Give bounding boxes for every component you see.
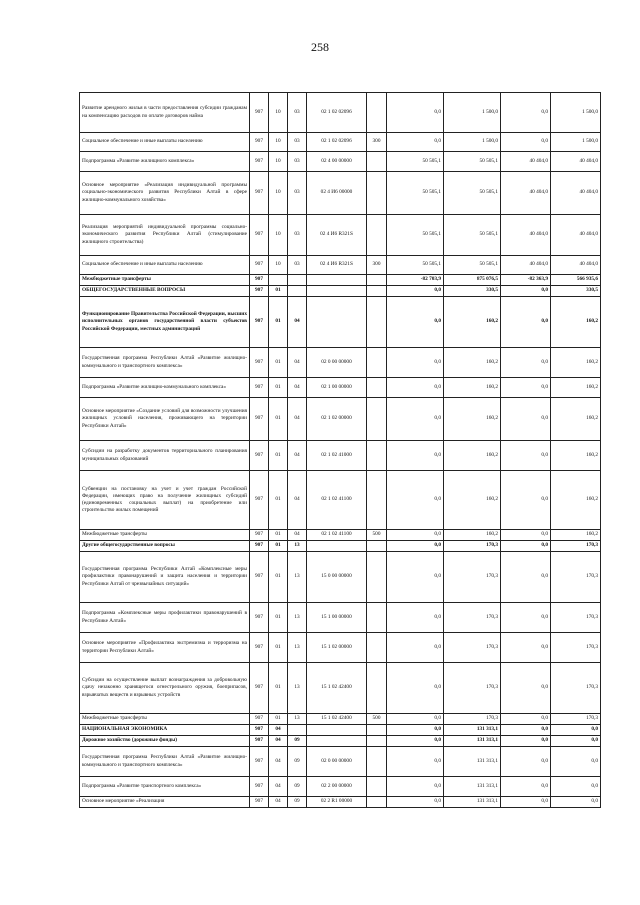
target-article-cell <box>307 541 367 552</box>
amount-cell: 0,0 <box>551 736 601 747</box>
target-article-cell <box>307 297 367 348</box>
amount-cell: 170,3 <box>444 714 501 725</box>
amount-cell: 170,3 <box>551 603 601 633</box>
amount-cell: 170,3 <box>551 663 601 714</box>
table-row <box>80 736 601 747</box>
amount-cell: 160,2 <box>444 441 501 471</box>
table-row <box>80 714 601 725</box>
amount-cell: 0,0 <box>551 725 601 736</box>
amount-cell: 0,0 <box>501 633 551 663</box>
amount-cell: 0,0 <box>387 286 444 297</box>
grbs-cell: 907 <box>250 275 269 286</box>
amount-cell: 170,3 <box>444 663 501 714</box>
row-name-cell: Реализация мероприятий индивидуальной программы социально-экономического развития Республики Алтай (стимулирование жилищного строительства) <box>80 215 250 256</box>
row-name-cell: Субсидии на осуществление выплат вознаграждения за добровольную сдачу незаконно хранящегося огнестрельного оружия, боеприпасов, взрывчатых веществ и взрывных устройств <box>80 663 250 714</box>
amount-cell: 160,2 <box>444 348 501 378</box>
subsection-cell: 03 <box>288 215 307 256</box>
expense-type-cell <box>367 541 387 552</box>
section-cell: 01 <box>269 286 288 297</box>
subsection-cell: 03 <box>288 93 307 133</box>
amount-cell: 160,2 <box>551 471 601 530</box>
section-cell: 10 <box>269 215 288 256</box>
subsection-cell: 04 <box>288 378 307 398</box>
target-article-cell <box>307 725 367 736</box>
expense-type-cell <box>367 93 387 133</box>
grbs-cell: 907 <box>250 797 269 808</box>
amount-cell: 160,2 <box>551 378 601 398</box>
table-row <box>80 633 601 663</box>
section-cell: 10 <box>269 256 288 275</box>
amount-cell: 50 505,1 <box>444 256 501 275</box>
section-cell: 04 <box>269 725 288 736</box>
row-name-cell: Подпрограмма «Развитие транспортного комплекса» <box>80 777 250 797</box>
amount-cell: 1 500,0 <box>444 133 501 152</box>
subsection-cell: 13 <box>288 714 307 725</box>
target-article-cell: 02 1 02 02096 <box>307 93 367 133</box>
amount-cell: 40 404,0 <box>551 152 601 172</box>
table-row <box>80 471 601 530</box>
row-name-cell: Другие общегосударственные вопросы <box>80 541 250 552</box>
subsection-cell: 03 <box>288 133 307 152</box>
grbs-cell: 907 <box>250 256 269 275</box>
row-name-cell: Межбюджетные трансферты <box>80 530 250 541</box>
row-name-cell: Основное мероприятие «Профилактика экстремизма и терроризма на территории Республики Алтай» <box>80 633 250 663</box>
amount-cell: 131 313,1 <box>444 725 501 736</box>
table-row <box>80 378 601 398</box>
section-cell: 04 <box>269 747 288 777</box>
budget-table <box>79 92 601 808</box>
row-name-cell: Государственная программа Республики Алтай «Развитие жилищно-коммунального и транспортного комплекса» <box>80 747 250 777</box>
grbs-cell: 907 <box>250 736 269 747</box>
subsection-cell: 03 <box>288 152 307 172</box>
grbs-cell: 907 <box>250 398 269 441</box>
row-name-cell: Дорожное хозяйство (дорожные фонды) <box>80 736 250 747</box>
target-article-cell: 02 4 00 00000 <box>307 152 367 172</box>
section-cell: 10 <box>269 172 288 215</box>
section-cell: 01 <box>269 378 288 398</box>
grbs-cell: 907 <box>250 633 269 663</box>
expense-type-cell <box>367 152 387 172</box>
expense-type-cell: 300 <box>367 256 387 275</box>
amount-cell: -82 703,9 <box>387 275 444 286</box>
grbs-cell: 907 <box>250 714 269 725</box>
amount-cell: 0,0 <box>501 93 551 133</box>
table-row <box>80 275 601 286</box>
amount-cell: 0,0 <box>501 736 551 747</box>
expense-type-cell <box>367 275 387 286</box>
subsection-cell: 04 <box>288 398 307 441</box>
grbs-cell: 907 <box>250 471 269 530</box>
section-cell: 01 <box>269 441 288 471</box>
grbs-cell: 907 <box>250 348 269 378</box>
row-name-cell: Государственная программа Республики Алтай «Комплексные меры профилактики правонарушений и защита населения и территории Республики Алтай от чрезвычайных ситуаций» <box>80 552 250 603</box>
table-row <box>80 297 601 348</box>
row-name-cell: Основное мероприятие «Создание условий для возможности улучшения жилищных условий населения, проживающего на территории Республики Алтай» <box>80 398 250 441</box>
amount-cell: 50 505,1 <box>444 152 501 172</box>
grbs-cell: 907 <box>250 663 269 714</box>
amount-cell: 160,2 <box>551 530 601 541</box>
expense-type-cell <box>367 736 387 747</box>
table-row <box>80 797 601 808</box>
amount-cell: 131 313,1 <box>444 747 501 777</box>
subsection-cell: 04 <box>288 441 307 471</box>
amount-cell: 160,2 <box>551 398 601 441</box>
row-name-cell: Функционирование Правительства Российской Федерации, высших исполнительных органов государственной власти субъектов Российской Федерации, местных администраций <box>80 297 250 348</box>
expense-type-cell: 500 <box>367 714 387 725</box>
amount-cell: 0,0 <box>501 441 551 471</box>
amount-cell: 0,0 <box>501 297 551 348</box>
amount-cell: 0,0 <box>551 797 601 808</box>
expense-type-cell <box>367 286 387 297</box>
row-name-cell: НАЦИОНАЛЬНАЯ ЭКОНОМИКА <box>80 725 250 736</box>
table-row <box>80 747 601 777</box>
expense-type-cell <box>367 215 387 256</box>
amount-cell: 160,2 <box>551 441 601 471</box>
target-article-cell: 02 4 И6 R321S <box>307 256 367 275</box>
amount-cell: 0,0 <box>387 736 444 747</box>
amount-cell: 330,5 <box>444 286 501 297</box>
amount-cell: 0,0 <box>387 797 444 808</box>
subsection-cell <box>288 286 307 297</box>
table-row <box>80 93 601 133</box>
expense-type-cell <box>367 552 387 603</box>
target-article-cell: 02 1 02 41100 <box>307 530 367 541</box>
table-row <box>80 286 601 297</box>
subsection-cell: 13 <box>288 541 307 552</box>
subsection-cell: 03 <box>288 256 307 275</box>
grbs-cell: 907 <box>250 777 269 797</box>
expense-type-cell <box>367 172 387 215</box>
subsection-cell: 13 <box>288 552 307 603</box>
expense-type-cell <box>367 378 387 398</box>
amount-cell: 0,0 <box>387 297 444 348</box>
amount-cell: 0,0 <box>501 603 551 633</box>
section-cell: 10 <box>269 93 288 133</box>
amount-cell: 0,0 <box>501 398 551 441</box>
amount-cell: 0,0 <box>387 441 444 471</box>
subsection-cell: 04 <box>288 471 307 530</box>
table-row <box>80 172 601 215</box>
row-name-cell: Субвенции на постановку на учет и учет граждан Российской Федерации, имеющих право на получение жилищных субсидий (единовременных социальных выплат) на приобретение или строительство жилых помещений <box>80 471 250 530</box>
section-cell: 01 <box>269 530 288 541</box>
target-article-cell: 02 0 00 00000 <box>307 348 367 378</box>
section-cell: 01 <box>269 297 288 348</box>
grbs-cell: 907 <box>250 541 269 552</box>
expense-type-cell <box>367 348 387 378</box>
grbs-cell: 907 <box>250 172 269 215</box>
table-row <box>80 398 601 441</box>
section-cell: 10 <box>269 152 288 172</box>
amount-cell: 0,0 <box>387 530 444 541</box>
target-article-cell <box>307 736 367 747</box>
amount-cell: 40 404,0 <box>501 215 551 256</box>
table-body <box>80 93 601 808</box>
row-name-cell: Субсидии на разработку документов территориального планирования муниципальных образований <box>80 441 250 471</box>
target-article-cell <box>307 275 367 286</box>
table-row <box>80 152 601 172</box>
target-article-cell: 15 1 02 42400 <box>307 663 367 714</box>
subsection-cell: 09 <box>288 736 307 747</box>
row-name-cell: Межбюджетные трансферты <box>80 714 250 725</box>
amount-cell: 0,0 <box>387 663 444 714</box>
section-cell: 01 <box>269 714 288 725</box>
target-article-cell <box>307 286 367 297</box>
expense-type-cell <box>367 441 387 471</box>
amount-cell: 170,3 <box>551 541 601 552</box>
amount-cell: -82 363,9 <box>501 275 551 286</box>
amount-cell: 170,3 <box>551 714 601 725</box>
expense-type-cell <box>367 663 387 714</box>
row-name-cell: Подпрограмма «Комплексные меры профилактики правонарушений в Республике Алтай» <box>80 603 250 633</box>
amount-cell: 0,0 <box>551 777 601 797</box>
amount-cell: 131 313,1 <box>444 736 501 747</box>
expense-type-cell <box>367 603 387 633</box>
subsection-cell: 04 <box>288 297 307 348</box>
row-name-cell: Социальное обеспечение и иные выплаты населению <box>80 133 250 152</box>
amount-cell: 50 505,1 <box>387 256 444 275</box>
subsection-cell: 13 <box>288 663 307 714</box>
grbs-cell: 907 <box>250 152 269 172</box>
amount-cell: 0,0 <box>501 725 551 736</box>
expense-type-cell <box>367 471 387 530</box>
amount-cell: 50 505,1 <box>444 172 501 215</box>
section-cell <box>269 275 288 286</box>
amount-cell: 0,0 <box>501 663 551 714</box>
table-row <box>80 663 601 714</box>
grbs-cell: 907 <box>250 297 269 348</box>
subsection-cell: 13 <box>288 603 307 633</box>
amount-cell: 131 313,1 <box>444 777 501 797</box>
amount-cell: 170,3 <box>551 552 601 603</box>
amount-cell: 0,0 <box>501 747 551 777</box>
amount-cell: 40 404,0 <box>551 215 601 256</box>
expense-type-cell <box>367 297 387 348</box>
expense-type-cell <box>367 797 387 808</box>
amount-cell: 0,0 <box>387 93 444 133</box>
expense-type-cell <box>367 725 387 736</box>
subsection-cell: 03 <box>288 172 307 215</box>
amount-cell: 0,0 <box>501 471 551 530</box>
subsection-cell: 09 <box>288 777 307 797</box>
table-row <box>80 256 601 275</box>
table-row <box>80 725 601 736</box>
expense-type-cell <box>367 633 387 663</box>
amount-cell: 0,0 <box>501 552 551 603</box>
table-row <box>80 603 601 633</box>
subsection-cell: 04 <box>288 348 307 378</box>
expense-type-cell: 500 <box>367 530 387 541</box>
amount-cell: 170,3 <box>444 633 501 663</box>
grbs-cell: 907 <box>250 215 269 256</box>
expense-type-cell <box>367 777 387 797</box>
amount-cell: 40 404,0 <box>501 152 551 172</box>
section-cell: 01 <box>269 552 288 603</box>
target-article-cell: 02 2 00 00000 <box>307 777 367 797</box>
target-article-cell: 02 2 R1 00000 <box>307 797 367 808</box>
table-row <box>80 530 601 541</box>
row-name-cell: ОБЩЕГОСУДАРСТВЕННЫЕ ВОПРОСЫ <box>80 286 250 297</box>
target-article-cell: 02 1 00 00000 <box>307 378 367 398</box>
amount-cell: 0,0 <box>501 378 551 398</box>
amount-cell: 131 313,1 <box>444 797 501 808</box>
amount-cell: 0,0 <box>387 714 444 725</box>
section-cell: 01 <box>269 603 288 633</box>
grbs-cell: 907 <box>250 747 269 777</box>
amount-cell: 50 505,1 <box>444 215 501 256</box>
row-name-cell: Социальное обеспечение и иные выплаты населению <box>80 256 250 275</box>
amount-cell: 0,0 <box>501 777 551 797</box>
amount-cell: 0,0 <box>501 714 551 725</box>
target-article-cell: 02 1 02 02096 <box>307 133 367 152</box>
amount-cell: 160,2 <box>444 398 501 441</box>
section-cell: 04 <box>269 736 288 747</box>
amount-cell: 0,0 <box>387 633 444 663</box>
section-cell: 01 <box>269 348 288 378</box>
amount-cell: 875 076,5 <box>444 275 501 286</box>
amount-cell: 0,0 <box>501 348 551 378</box>
amount-cell: 1 500,0 <box>444 93 501 133</box>
section-cell: 01 <box>269 471 288 530</box>
target-article-cell: 02 4 И6 00000 <box>307 172 367 215</box>
grbs-cell: 907 <box>250 378 269 398</box>
amount-cell: 170,3 <box>444 552 501 603</box>
subsection-cell <box>288 725 307 736</box>
section-cell: 04 <box>269 797 288 808</box>
amount-cell: 160,2 <box>551 348 601 378</box>
target-article-cell: 02 1 02 41100 <box>307 471 367 530</box>
target-article-cell: 15 1 00 00000 <box>307 603 367 633</box>
subsection-cell <box>288 275 307 286</box>
subsection-cell: 13 <box>288 633 307 663</box>
amount-cell: 50 505,1 <box>387 172 444 215</box>
amount-cell: 1 500,0 <box>551 93 601 133</box>
amount-cell: 160,2 <box>444 471 501 530</box>
amount-cell: 0,0 <box>501 797 551 808</box>
row-name-cell: Государственная программа Республики Алтай «Развитие жилищно-коммунального и транспортного комплекса» <box>80 348 250 378</box>
table-row <box>80 215 601 256</box>
expense-type-cell: 300 <box>367 133 387 152</box>
amount-cell: 0,0 <box>387 348 444 378</box>
table-row <box>80 552 601 603</box>
amount-cell: 50 505,1 <box>387 152 444 172</box>
section-cell: 01 <box>269 398 288 441</box>
amount-cell: 50 505,1 <box>387 215 444 256</box>
row-name-cell: Подпрограмма «Развитие жилищного комплекса» <box>80 152 250 172</box>
table-row <box>80 441 601 471</box>
target-article-cell: 02 0 00 00000 <box>307 747 367 777</box>
amount-cell: 170,3 <box>551 633 601 663</box>
grbs-cell: 907 <box>250 603 269 633</box>
amount-cell: 170,3 <box>444 541 501 552</box>
amount-cell: 0,0 <box>501 133 551 152</box>
target-article-cell: 15 1 02 00000 <box>307 633 367 663</box>
grbs-cell: 907 <box>250 286 269 297</box>
amount-cell: 40 404,0 <box>551 256 601 275</box>
grbs-cell: 907 <box>250 552 269 603</box>
subsection-cell: 04 <box>288 530 307 541</box>
amount-cell: 0,0 <box>551 747 601 777</box>
row-name-cell: Развитие арендного жилья в части предоставления субсидии гражданам на компенсацию расходов по оплате договоров найма <box>80 93 250 133</box>
row-name-cell: Основное мероприятие «Реализация <box>80 797 250 808</box>
amount-cell: 0,0 <box>387 747 444 777</box>
amount-cell: 0,0 <box>387 378 444 398</box>
section-cell: 01 <box>269 663 288 714</box>
amount-cell: 40 404,0 <box>501 172 551 215</box>
row-name-cell: Подпрограмма «Развитие жилищно-коммунального комплекса» <box>80 378 250 398</box>
table-row <box>80 133 601 152</box>
amount-cell: 170,3 <box>444 603 501 633</box>
expense-type-cell <box>367 398 387 441</box>
amount-cell: 160,2 <box>444 530 501 541</box>
target-article-cell: 15 1 02 42400 <box>307 714 367 725</box>
grbs-cell: 907 <box>250 725 269 736</box>
section-cell: 01 <box>269 541 288 552</box>
amount-cell: 566 935,6 <box>551 275 601 286</box>
amount-cell: 0,0 <box>501 530 551 541</box>
amount-cell: 330,5 <box>551 286 601 297</box>
amount-cell: 40 404,0 <box>501 256 551 275</box>
table-row <box>80 541 601 552</box>
amount-cell: 0,0 <box>387 603 444 633</box>
page-number: 258 <box>311 40 329 54</box>
grbs-cell: 907 <box>250 530 269 541</box>
target-article-cell: 15 0 00 00000 <box>307 552 367 603</box>
row-name-cell: Межбюджетные трансферты <box>80 275 250 286</box>
amount-cell: 40 404,0 <box>551 172 601 215</box>
subsection-cell: 09 <box>288 797 307 808</box>
table-row <box>80 777 601 797</box>
amount-cell: 160,2 <box>444 297 501 348</box>
table-row <box>80 348 601 378</box>
target-article-cell: 02 1 02 00000 <box>307 398 367 441</box>
amount-cell: 0,0 <box>387 777 444 797</box>
amount-cell: 0,0 <box>387 725 444 736</box>
amount-cell: 0,0 <box>501 286 551 297</box>
amount-cell: 0,0 <box>501 541 551 552</box>
amount-cell: 0,0 <box>387 552 444 603</box>
grbs-cell: 907 <box>250 133 269 152</box>
amount-cell: 160,2 <box>444 378 501 398</box>
section-cell: 10 <box>269 133 288 152</box>
amount-cell: 0,0 <box>387 133 444 152</box>
subsection-cell: 09 <box>288 747 307 777</box>
target-article-cell: 02 1 02 41000 <box>307 441 367 471</box>
grbs-cell: 907 <box>250 93 269 133</box>
section-cell: 04 <box>269 777 288 797</box>
amount-cell: 0,0 <box>387 398 444 441</box>
amount-cell: 160,2 <box>551 297 601 348</box>
section-cell: 01 <box>269 633 288 663</box>
row-name-cell: Основное мероприятие «Реализация индивидуальной программы социально-экономического развития Республики Алтай в сфере жилищно-коммунального хозяйства» <box>80 172 250 215</box>
amount-cell: 0,0 <box>387 541 444 552</box>
target-article-cell: 02 4 И6 R321S <box>307 215 367 256</box>
amount-cell: 1 500,0 <box>551 133 601 152</box>
amount-cell: 0,0 <box>387 471 444 530</box>
expense-type-cell <box>367 747 387 777</box>
grbs-cell: 907 <box>250 441 269 471</box>
